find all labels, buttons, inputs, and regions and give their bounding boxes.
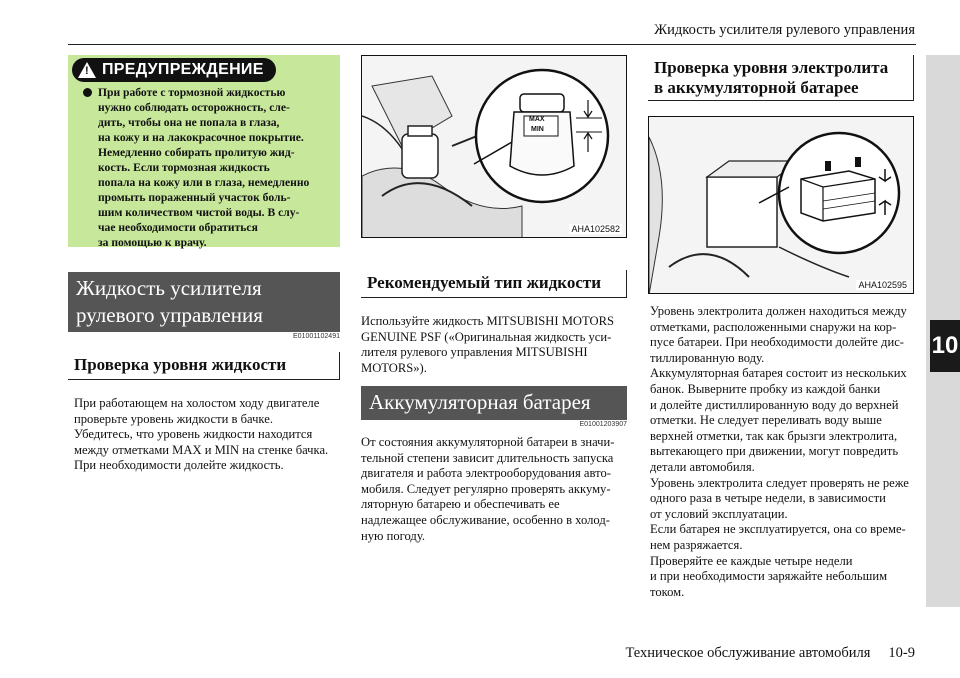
- body-line: От состояния аккумуляторной батареи в значи-: [361, 435, 615, 449]
- footer-section: Техническое обслуживание автомобиля: [625, 645, 871, 661]
- engine-bay-illustration: [362, 56, 627, 238]
- body-line: тельной степени зависит длительность запуска: [361, 450, 614, 465]
- warning-header: [72, 58, 276, 82]
- body-line: и долейте дистиллированную воду до верхней: [650, 397, 899, 412]
- body-line: и при необходимости заряжайте небольшим: [650, 569, 888, 584]
- body-line: током.: [650, 584, 685, 599]
- figure-fluid-reservoir: [361, 55, 627, 238]
- body-line: надлежащее обслуживание, особенно в холод-: [361, 512, 610, 527]
- warning-line: При работе с тормозной жидкостью: [98, 86, 286, 99]
- electrolyte-body: [650, 304, 916, 600]
- body-line: двигателя и работа электрооборудования авто-: [361, 466, 611, 481]
- body-line: Уровень электролита следует проверять не реже: [650, 475, 909, 490]
- subsection-title-recommended: Рекомендуемый тип жидкости: [361, 270, 627, 298]
- warning-line: промыть пораженный участок боль-: [98, 191, 291, 204]
- body-line: Аккумуляторная батарея состоит из нескольких: [650, 366, 907, 381]
- recommended-body: [361, 314, 629, 376]
- figure-battery: [648, 116, 914, 294]
- figure-code: AHA102595: [858, 280, 907, 290]
- ps-fluid-body: [74, 396, 342, 474]
- warning-line: на кожу и на лакокрасочное покрытие.: [98, 131, 304, 144]
- body-line: При работающем на холостом ходу двигателе: [74, 396, 320, 410]
- warning-line: шим количеством чистой воды. В слу-: [98, 206, 300, 219]
- section-title-ps-fluid: [68, 272, 340, 332]
- battery-body: [361, 435, 629, 544]
- body-line: отметками, расположенными снаружи на кор-: [650, 319, 897, 334]
- subsection-title-fluid-level: Проверка уровня жидкости: [68, 352, 340, 380]
- warning-line: чае необходимости обратиться: [98, 221, 258, 234]
- body-line: одного раза в четыре недели, в зависимости: [650, 491, 886, 506]
- battery-illustration: [649, 117, 914, 294]
- body-line: нем разряжается.: [650, 537, 743, 552]
- body-line: пусе батареи. При необходимости долейте дис-: [650, 335, 904, 350]
- section-title-line: Жидкость усилителя: [76, 276, 262, 300]
- subsection-title-line: Проверка уровня электролита: [654, 58, 889, 77]
- max-label: MAX: [529, 116, 545, 123]
- body-line: отметки. Не следует переливать воду выше: [650, 413, 882, 428]
- body-line: от условий эксплуатации.: [650, 506, 788, 521]
- page-number: 10-9: [888, 645, 915, 661]
- body-line: MOTORS»).: [361, 360, 427, 375]
- page-footer: [540, 645, 915, 662]
- body-line: ляторную батарею и обеспечивать ее: [361, 497, 560, 512]
- body-line: мобиля. Следует регулярно проверять аккуму-: [361, 481, 611, 496]
- body-line: Убедитесь, что уровень жидкости находится: [74, 427, 313, 442]
- chapter-tab[interactable]: 10: [930, 320, 960, 372]
- warning-box: [68, 55, 340, 247]
- warning-line: Немедленно собирать пролитую жид-: [98, 146, 295, 159]
- warning-text: [82, 85, 332, 250]
- section-title-line: рулевого управления: [76, 303, 263, 327]
- bullet-icon: [83, 88, 92, 97]
- section-title-battery: Аккумуляторная батарея: [361, 386, 627, 420]
- body-line: Если батарея не эксплуатируется, она со време-: [650, 522, 906, 537]
- body-line: Уровень электролита должен находиться между: [650, 304, 907, 318]
- warning-line: нужно соблюдать осторожность, сле-: [98, 101, 290, 114]
- body-line: Используйте жидкость MITSUBISHI MOTORS: [361, 314, 614, 328]
- body-line: между отметками MAX и MIN на стенке бачка.: [74, 442, 329, 457]
- body-line: вытекающего при движении, могут повредить: [650, 444, 899, 459]
- min-label: MIN: [531, 126, 544, 133]
- body-line: Проверяйте ее каждые четыре недели: [650, 553, 853, 568]
- body-line: проверьте уровень жидкости в бачке.: [74, 411, 273, 426]
- warning-title: ПРЕДУПРЕЖДЕНИЕ: [102, 61, 264, 78]
- body-line: банок. Выверните пробку из каждой банки: [650, 381, 881, 396]
- running-header: Жидкость усилителя рулевого управления: [654, 22, 915, 38]
- subsection-title-line: в аккумуляторной батарее: [654, 78, 859, 97]
- warning-triangle-icon: [78, 62, 96, 78]
- body-line: тиллированную воду.: [650, 350, 765, 365]
- section-code: E01001203907: [579, 421, 627, 428]
- body-line: При необходимости долейте жидкость.: [74, 458, 284, 473]
- body-line: GENUINE PSF («Оригинальная жидкость уси-: [361, 329, 612, 344]
- body-line: верхней отметки, так как брызги электролита,: [650, 428, 898, 443]
- body-line: детали автомобиля.: [650, 459, 755, 474]
- subsection-title-electrolyte: [648, 55, 914, 101]
- warning-line: кость. Если тормозная жидкость: [98, 161, 270, 174]
- warning-line: за помощью к врачу.: [98, 236, 207, 249]
- warning-line: дить, чтобы она не попала в глаза,: [98, 116, 280, 129]
- figure-code: AHA102582: [571, 224, 620, 234]
- body-line: ную погоду.: [361, 528, 426, 543]
- section-code: E01001102491: [293, 333, 340, 340]
- header-rule: [68, 44, 916, 45]
- warning-line: попала на кожу или в глаза, немедленно: [98, 176, 310, 189]
- body-line: лителя рулевого управления MITSUBISHI: [361, 345, 588, 360]
